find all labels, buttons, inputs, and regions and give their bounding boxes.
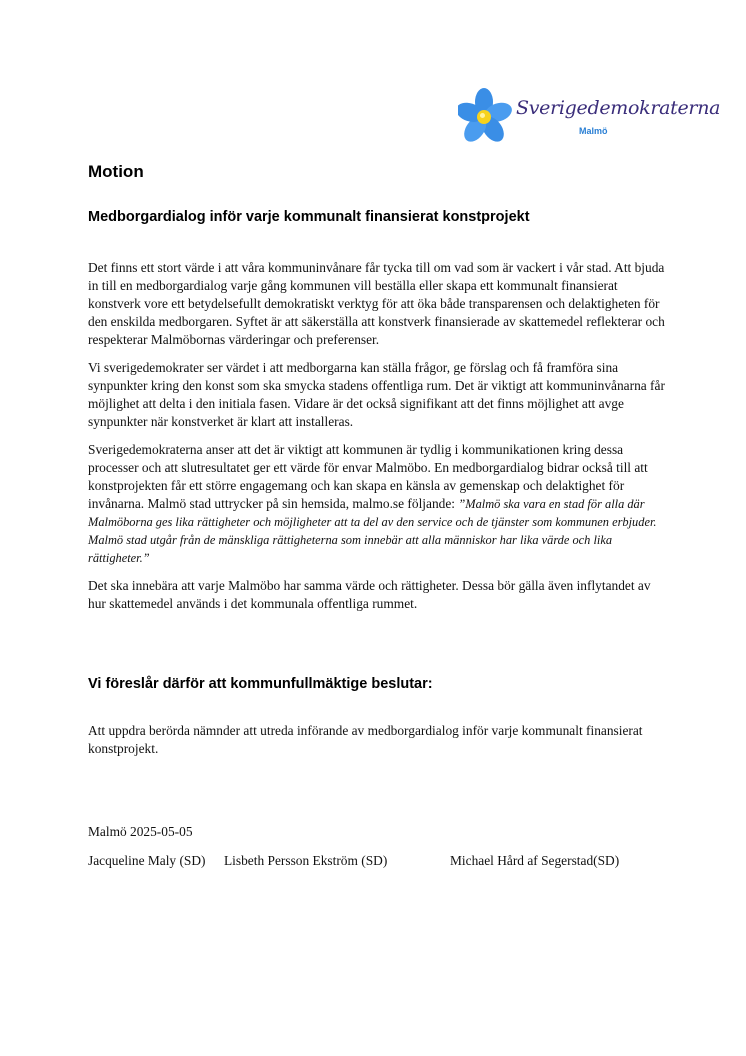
- paragraph-1: Det finns ett stort värde i att våra kommuninvånare får tycka till om vad som är vackert i vår stad. Att bjuda in till en medborgardialog varje gång kommunen vill beställa eller skapa ett kommunalt finansierat konstverk vore ett betydelsefullt demokratiskt verktyg för att öka både transparensen och delaktigheten för den enskilda medborgaren. Syftet är att säkerställa att konstverk finansierade av skattemedel reflekterar och respekterar Malmöbornas värderingar och preferenser.: [88, 260, 665, 347]
- logo-name: Sverigedemokraterna: [516, 97, 721, 119]
- signature-3: Michael Hård af Segerstad(SD): [450, 853, 620, 868]
- logo-city: Malmö: [579, 126, 608, 136]
- paragraph-3-text: Sverigedemokraterna anser att det är viktigt att kommunen är tydlig i kommunikationen kring dessa processer och att slutresultatet ger ett värde för envar Malmöbo. En medborgardialog bidrar också till att konstprojekten får ett större engagemang och kan skapa en känsla av gemenskap och delaktighet för invånarna. Malmö stad uttrycker på sin hemsida, malmo.se följande:: [88, 442, 648, 511]
- signature-1: Jacqueline Maly (SD): [88, 853, 206, 868]
- document-heading: Motion: [88, 162, 144, 181]
- party-logo: [458, 88, 721, 148]
- motion-body: [88, 259, 668, 623]
- paragraph-2: Vi sverigedemokrater ser värdet i att medborgarna kan ställa frågor, ge förslag och få framföra sina synpunkter kring den konst som ska smycka stadens offentliga rum. Det är viktigt att kommuninvånarna får möjlighet att delta i den initiala fasen. Vidare är det också signifikant att det finns möjlighet att avge synpunkter när konstverket är klart att installeras.: [88, 360, 665, 429]
- motion-title: Medborgardialog inför varje kommunalt finansierat konstprojekt: [88, 209, 530, 225]
- proposal-text: Att uppdra berörda nämnder att utreda införande av medborgardialog inför varje kommunalt finansierat konstprojekt.: [88, 723, 643, 756]
- flower-icon: [458, 88, 514, 148]
- date-line: Malmö 2025-05-05: [88, 824, 193, 839]
- paragraph-3: [88, 441, 668, 567]
- signature-2: Lisbeth Persson Ekström (SD): [224, 853, 388, 868]
- paragraph-4: Det ska innebära att varje Malmöbo har samma värde och rättigheter. Dessa bör gälla även inflytandet av hur skattemedel används i det kommunala offentliga rummet.: [88, 578, 651, 611]
- proposal-heading: Vi föreslår därför att kommunfullmäktige beslutar:: [88, 676, 433, 692]
- paragraph-3-quote: ”Malmö ska vara en stad för alla där Malmöborna ges lika rättigheter och möjligheter att ta del av den service och de tjänster som kommunen erbjuder. Malmö stad utgår från de mänskliga rättigheterna som innebär att alla människor har lika värde och lika rättigheter.”: [88, 497, 657, 565]
